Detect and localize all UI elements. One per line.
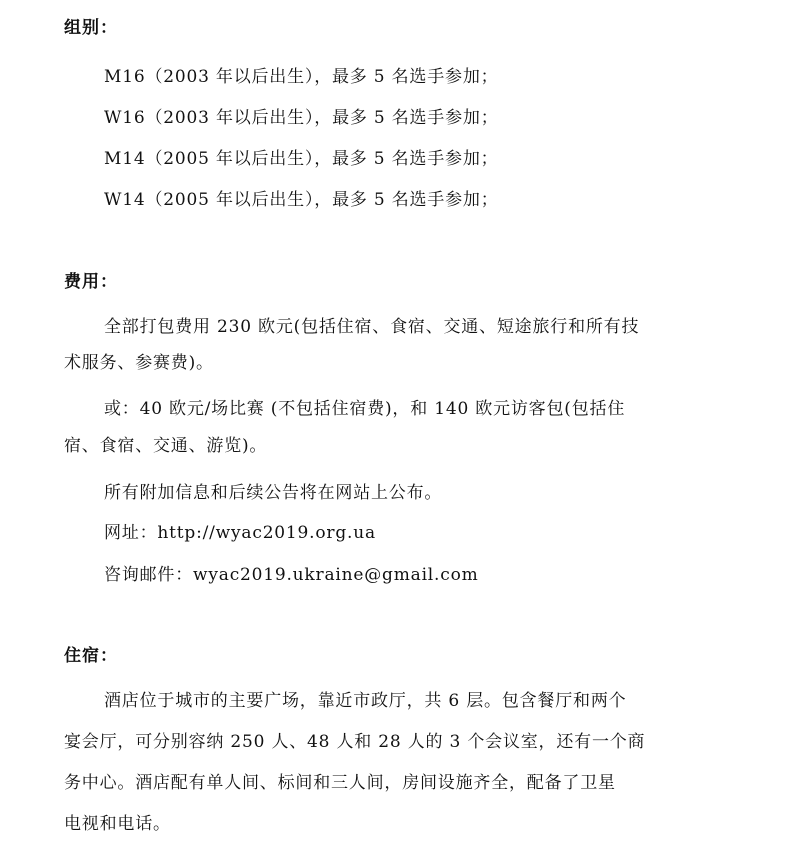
accommodation-heading: 住宿： xyxy=(64,646,118,666)
accommodation-line-1: 酒店位于城市的主要广场，靠近市政厅，共 6 层。包含餐厅和两个 xyxy=(104,691,627,711)
fees-announcement: 所有附加信息和后续公告将在网站上公布。 xyxy=(104,483,443,503)
fees-heading: 费用： xyxy=(64,272,118,292)
group-item-m16: M16（2003 年以后出生），最多 5 名选手参加； xyxy=(104,67,499,87)
group-item-w16: W16（2003 年以后出生），最多 5 名选手参加； xyxy=(104,108,499,128)
contact-email-line: 咨询邮件：wyac2019.ukraine@gmail.com xyxy=(104,565,479,585)
website-line: 网址：http://wyac2019.org.ua xyxy=(104,523,376,543)
group-item-w14: W14（2005 年以后出生），最多 5 名选手参加； xyxy=(104,190,499,210)
group-item-m14: M14（2005 年以后出生），最多 5 名选手参加； xyxy=(104,149,499,169)
fees-alternative-line-1: 或：40 欧元/场比赛 (不包括住宿费)，和 140 欧元访客包(包括住 xyxy=(104,399,626,419)
groups-heading: 组别： xyxy=(64,18,118,38)
fees-alternative-line-2: 宿、食宿、交通、游览)。 xyxy=(64,436,268,456)
accommodation-line-4: 电视和电话。 xyxy=(64,814,171,834)
accommodation-line-3: 务中心。酒店配有单人间、标间和三人间，房间设施齐全，配备了卫星 xyxy=(64,773,616,793)
accommodation-line-2: 宴会厅，可分别容纳 250 人、48 人和 28 人的 3 个会议室，还有一个商 xyxy=(64,732,646,752)
fees-package-line-2: 术服务、参赛费)。 xyxy=(64,353,214,373)
fees-package-line-1: 全部打包费用 230 欧元(包括住宿、食宿、交通、短途旅行和所有技 xyxy=(104,317,640,337)
